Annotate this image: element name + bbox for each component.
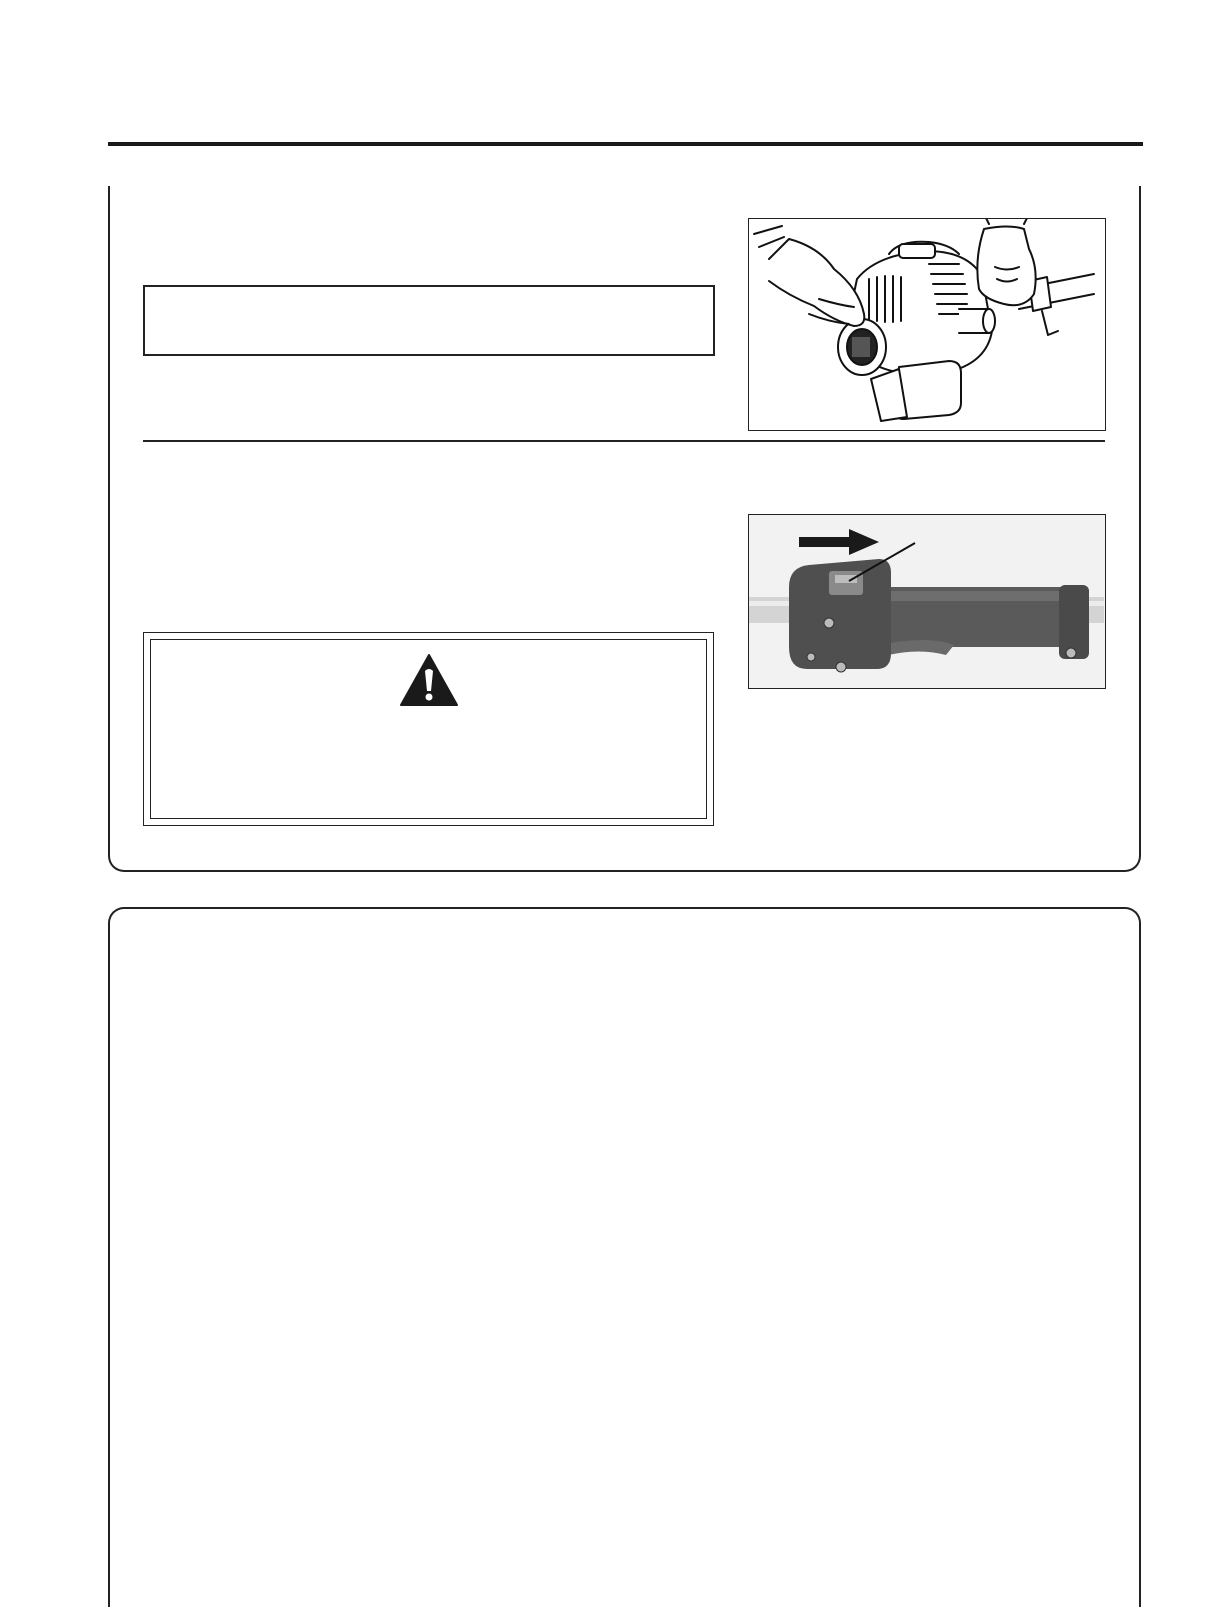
- throttle-grip-photo: [748, 514, 1106, 689]
- engine-illustration: [748, 218, 1106, 431]
- header-rule: [108, 142, 1143, 146]
- arrow-right-icon: [799, 527, 879, 557]
- warning-box-inner: [150, 639, 707, 819]
- section-divider: [143, 440, 1105, 442]
- warning-triangle-icon: [399, 653, 459, 707]
- note-box: [143, 285, 715, 356]
- warning-box: [143, 632, 714, 826]
- bottom-section-panel: [108, 907, 1141, 1607]
